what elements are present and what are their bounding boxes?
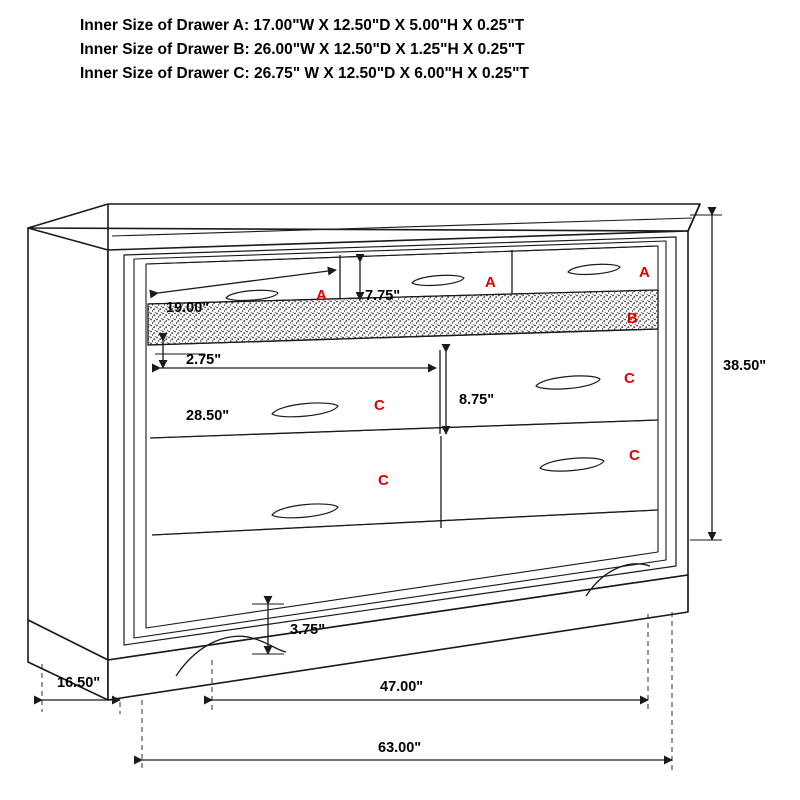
drawer-tag-a-middle: A	[485, 274, 496, 291]
spec-line-drawer-a: Inner Size of Drawer A: 17.00"W X 12.50"D X 5.00"H X 0.25"T	[80, 17, 525, 34]
spec-line-drawer-c: Inner Size of Drawer C: 26.75" W X 12.50"D X 6.00"H X 0.25"T	[80, 65, 529, 82]
drawer-tag-a-left: A	[316, 287, 327, 304]
dim-drawer-b-height: 2.75"	[186, 352, 222, 368]
dim-base-height: 3.75"	[290, 622, 326, 638]
dim-depth: 16.50"	[57, 675, 101, 691]
dim-drawer-a-height: 7.75"	[365, 288, 401, 304]
drawer-tag-c-upper-right: C	[624, 370, 635, 387]
spec-line-drawer-b: Inner Size of Drawer B: 26.00"W X 12.50"D X 1.25"H X 0.25"T	[80, 41, 525, 58]
drawer-tag-b: B	[627, 310, 638, 327]
dim-overall-width: 63.00"	[378, 740, 422, 756]
drawer-tag-a-right: A	[639, 264, 650, 281]
dim-front-width: 47.00"	[380, 679, 424, 695]
drawer-tag-c-upper-left: C	[374, 397, 385, 414]
drawer-tag-c-lower-left: C	[378, 472, 389, 489]
drawer-tag-c-lower-right: C	[629, 447, 640, 464]
dim-overall-height: 38.50"	[723, 358, 767, 374]
dim-drawer-c-width: 28.50"	[186, 408, 230, 424]
dim-drawer-c-height: 8.75"	[459, 392, 495, 408]
dim-drawer-a-width: 19.00"	[166, 300, 210, 316]
